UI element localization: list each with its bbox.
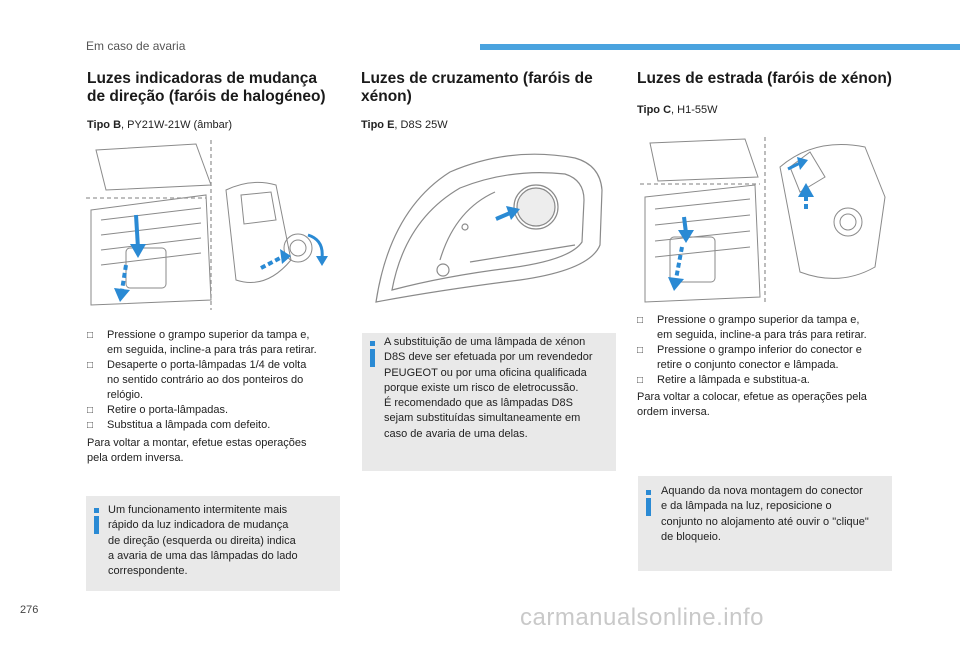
col3-tipo: Tipo C, H1-55W xyxy=(637,104,718,116)
col1-tipo: Tipo B, PY21W-21W (âmbar) xyxy=(87,119,233,131)
checkbox-icon: □ xyxy=(637,375,644,386)
col2-tipo: Tipo E, D8S 25W xyxy=(361,119,448,131)
col2-info-text: A substituição de uma lâmpada de xénon D8S deve ser efetuada por um revendedor PEUGEOT ou por uma oficina qualificada porque existe um risco de eletrocussão. É recomendado que as lâmpadas D8S sejam substituídas simultaneamente em caso de avaria de uma delas. xyxy=(384,336,593,440)
col2-info-box xyxy=(362,333,616,471)
checkbox-icon: □ xyxy=(637,345,644,356)
list-item: □ Desaperte o porta-lâmpadas 1/4 de volta no sentido contrário ao dos ponteiros do relógio. xyxy=(87,359,307,401)
checkbox-icon: □ xyxy=(87,330,94,341)
list-item: □ Retire a lâmpada e substitua-a. xyxy=(637,374,810,386)
section-label: Em caso de avaria xyxy=(86,39,186,53)
checkbox-icon: □ xyxy=(87,405,94,416)
checkbox-icon: □ xyxy=(637,315,644,326)
col3-title: Luzes de estrada (faróis de xénon) xyxy=(637,70,892,87)
checkbox-icon: □ xyxy=(87,420,94,431)
watermark: carmanualsonline.info xyxy=(520,604,764,631)
list-item: □ Retire o porta-lâmpadas. xyxy=(87,404,229,416)
col2-title: Luzes de cruzamento (faróis de xénon) xyxy=(361,70,593,105)
col3-reassemble: Para voltar a colocar, efetue as operações pela ordem inversa. xyxy=(637,391,867,418)
high-beam-illustration xyxy=(640,137,890,305)
list-item: □ Substitua a lâmpada com defeito. xyxy=(87,419,271,431)
info-icon xyxy=(646,490,651,516)
low-beam-illustration xyxy=(370,150,610,308)
col1-info-box xyxy=(86,496,340,591)
col1-steps xyxy=(87,328,347,433)
list-item: □ Pressione o grampo inferior do conector e retire o conjunto conector e lâmpada. xyxy=(637,344,862,371)
col1-info-text: Um funcionamento intermitente mais rápido da luz indicadora de mudança de direção (esquerda ou direita) indica a avaria de uma das lâmpadas do lado correspondente. xyxy=(108,504,298,578)
col1-title: Luzes indicadoras de mudança de direção (faróis de halogéneo) xyxy=(87,70,326,105)
header-accent-bar xyxy=(480,44,960,50)
col3-steps xyxy=(637,313,897,388)
checkbox-icon: □ xyxy=(87,360,94,371)
page-number: 276 xyxy=(20,604,39,616)
list-item: □ Pressione o grampo superior da tampa e, em seguida, incline-a para trás para retirar. xyxy=(87,329,317,356)
col3-info-box xyxy=(638,476,892,571)
list-item: □ Pressione o grampo superior da tampa e, em seguida, incline-a para trás para retirar. xyxy=(637,314,867,341)
info-icon xyxy=(370,341,375,367)
info-icon xyxy=(94,508,99,534)
turn-signal-illustration xyxy=(86,140,336,310)
col3-info-text: Aquando da nova montagem do conector e da lâmpada na luz, reposicione o conjunto no alojamento até ouvir o "clique" de bloqueio. xyxy=(661,485,869,543)
col1-reassemble: Para voltar a montar, efetue estas operações pela ordem inversa. xyxy=(87,437,307,464)
